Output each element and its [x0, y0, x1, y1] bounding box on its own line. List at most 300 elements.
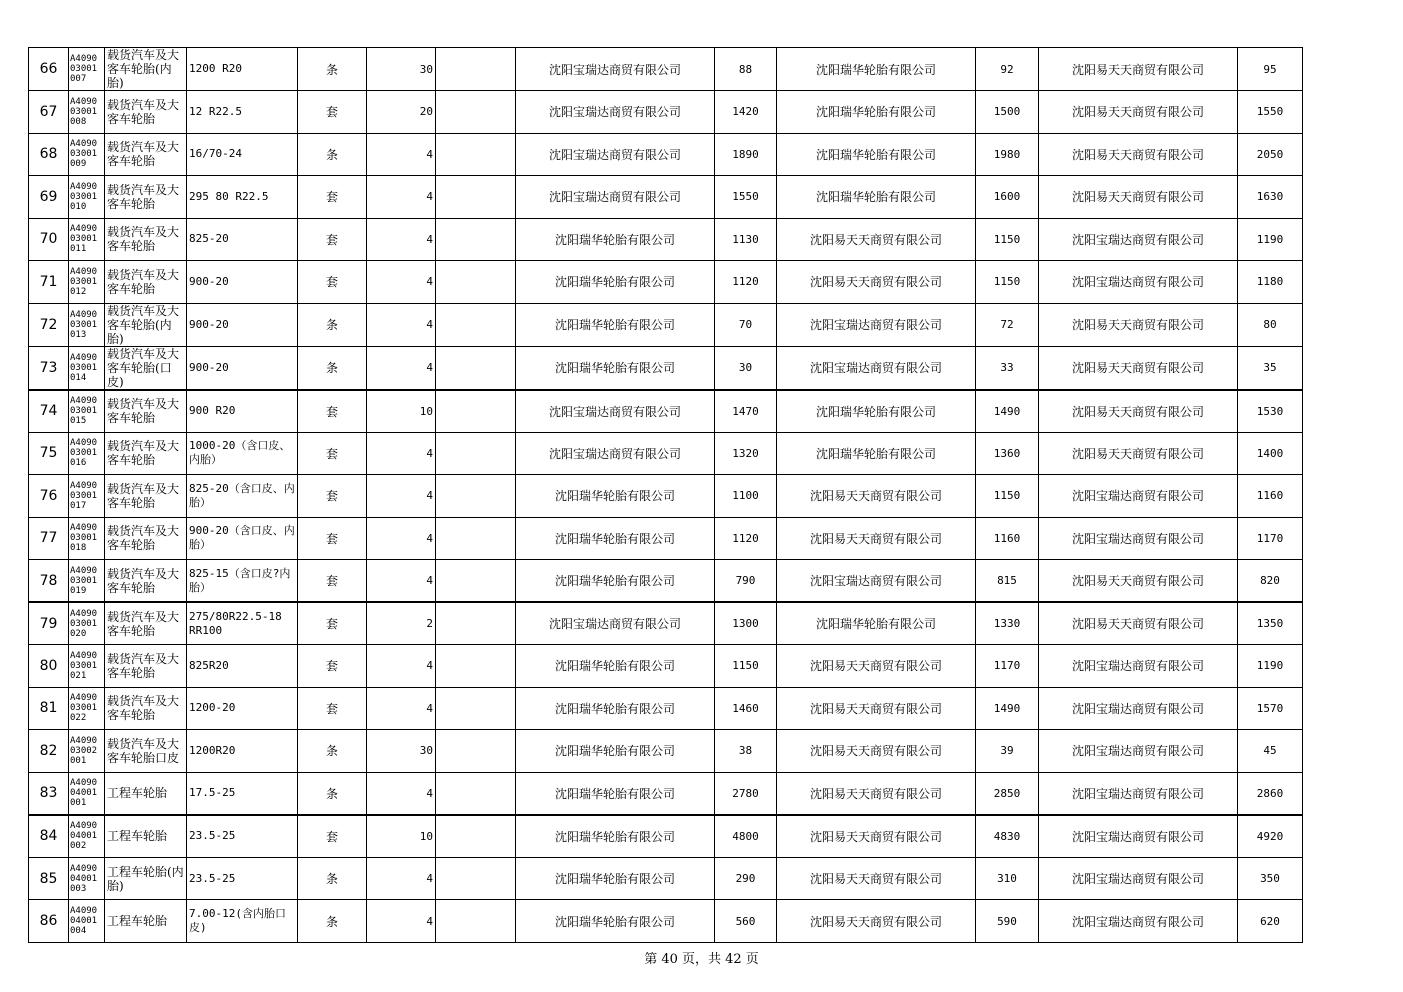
item-code-part: A4090: [70, 96, 98, 107]
item-code-cell: [69, 517, 105, 560]
price-2-cell: 4830: [976, 815, 1039, 858]
quantity-cell: 4: [367, 261, 436, 304]
blank-cell: [436, 48, 516, 91]
price-3-cell: 95: [1238, 48, 1303, 91]
unit-cell: 套: [298, 91, 367, 134]
item-code-part: A4090: [70, 352, 98, 363]
row-number-cell: 83: [29, 772, 69, 815]
blank-cell: [436, 91, 516, 134]
price-1-cell: 1300: [715, 602, 777, 645]
item-code-part: 001: [70, 798, 87, 809]
item-name-cell: 载货汽车及大客车轮胎: [105, 390, 187, 433]
item-code-part: A4090: [70, 778, 98, 789]
row-number-cell: 72: [29, 303, 69, 346]
supplier-3-cell: 沈阳易天天商贸有限公司: [1039, 390, 1238, 433]
price-3-cell: 1190: [1238, 645, 1303, 688]
item-code-part: 03001: [70, 106, 98, 117]
page-footer: 第 40 页，共 42 页: [644, 952, 759, 967]
blank-cell: [436, 857, 516, 900]
table-row: [29, 218, 1303, 261]
table-row: [29, 133, 1303, 176]
supplier-3-cell: 沈阳易天天商贸有限公司: [1039, 303, 1238, 346]
item-code-part: A4090: [70, 309, 98, 320]
unit-cell: 套: [298, 261, 367, 304]
unit-cell: 套: [298, 687, 367, 730]
supplier-2-cell: 沈阳易天天商贸有限公司: [777, 687, 976, 730]
price-2-cell: 1360: [976, 432, 1039, 475]
quantity-cell: 4: [367, 645, 436, 688]
item-spec-cell: 825-15（含口皮?内胎）: [187, 560, 298, 603]
price-2-cell: 39: [976, 730, 1039, 773]
blank-cell: [436, 772, 516, 815]
supplier-1-cell: 沈阳瑞华轮胎有限公司: [516, 218, 715, 261]
price-1-cell: 790: [715, 560, 777, 603]
row-number-cell: 79: [29, 602, 69, 645]
supplier-2-cell: 沈阳易天天商贸有限公司: [777, 261, 976, 304]
item-code-cell: [69, 730, 105, 773]
unit-cell: 套: [298, 390, 367, 433]
table-row: [29, 730, 1303, 773]
item-code-part: 018: [70, 543, 87, 554]
item-name-cell: 载货汽车及大客车轮胎(口皮): [105, 346, 187, 390]
blank-cell: [436, 645, 516, 688]
supplier-1-cell: 沈阳瑞华轮胎有限公司: [516, 261, 715, 304]
supplier-1-cell: 沈阳瑞华轮胎有限公司: [516, 815, 715, 858]
supplier-2-cell: 沈阳宝瑞达商贸有限公司: [777, 346, 976, 390]
table-row: [29, 303, 1303, 346]
quantity-cell: 4: [367, 346, 436, 390]
supplier-1-cell: 沈阳宝瑞达商贸有限公司: [516, 91, 715, 134]
item-spec-cell: 900-20（含口皮、内胎）: [187, 517, 298, 560]
item-code-part: A4090: [70, 396, 98, 407]
price-2-cell: 1160: [976, 517, 1039, 560]
supplier-3-cell: 沈阳易天天商贸有限公司: [1039, 91, 1238, 134]
blank-cell: [436, 900, 516, 943]
item-code-cell: [69, 261, 105, 304]
item-code-part: A4090: [70, 650, 98, 661]
item-code-part: A4090: [70, 523, 98, 534]
blank-cell: [436, 218, 516, 261]
supplier-1-cell: 沈阳瑞华轮胎有限公司: [516, 560, 715, 603]
supplier-1-cell: 沈阳宝瑞达商贸有限公司: [516, 176, 715, 219]
item-code-part: A4090: [70, 735, 98, 746]
price-2-cell: 1330: [976, 602, 1039, 645]
blank-cell: [436, 133, 516, 176]
item-name-cell: 载货汽车及大客车轮胎: [105, 218, 187, 261]
item-code-cell: [69, 687, 105, 730]
quantity-cell: 4: [367, 900, 436, 943]
price-2-cell: 1600: [976, 176, 1039, 219]
unit-cell: 条: [298, 48, 367, 91]
price-1-cell: 1120: [715, 517, 777, 560]
price-3-cell: 1180: [1238, 261, 1303, 304]
item-name-cell: 工程车轮胎(内胎): [105, 857, 187, 900]
item-code-part: 04001: [70, 788, 98, 799]
price-2-cell: 92: [976, 48, 1039, 91]
item-spec-cell: 12 R22.5: [187, 91, 298, 134]
item-code-cell: [69, 432, 105, 475]
price-3-cell: 2860: [1238, 772, 1303, 815]
blank-cell: [436, 560, 516, 603]
price-2-cell: 1170: [976, 645, 1039, 688]
quantity-cell: 30: [367, 48, 436, 91]
table-row: [29, 390, 1303, 433]
table-row: [29, 475, 1303, 518]
item-name-cell: 载货汽车及大客车轮胎口皮: [105, 730, 187, 773]
item-spec-cell: 17.5-25: [187, 772, 298, 815]
item-spec-cell: 16/70-24: [187, 133, 298, 176]
supplier-3-cell: 沈阳宝瑞达商贸有限公司: [1039, 900, 1238, 943]
item-code-cell: [69, 857, 105, 900]
price-1-cell: 30: [715, 346, 777, 390]
item-code-part: 022: [70, 713, 87, 724]
table-body: [29, 48, 1303, 943]
blank-cell: [436, 730, 516, 773]
supplier-2-cell: 沈阳瑞华轮胎有限公司: [777, 176, 976, 219]
item-code-part: A4090: [70, 266, 98, 277]
supplier-3-cell: 沈阳宝瑞达商贸有限公司: [1039, 730, 1238, 773]
quantity-cell: 10: [367, 815, 436, 858]
price-1-cell: 1320: [715, 432, 777, 475]
item-code-part: 03001: [70, 362, 98, 373]
row-number-cell: 69: [29, 176, 69, 219]
supplier-3-cell: 沈阳宝瑞达商贸有限公司: [1039, 815, 1238, 858]
item-spec-cell: 295 80 R22.5: [187, 176, 298, 219]
item-code-part: 008: [70, 116, 87, 127]
price-3-cell: 620: [1238, 900, 1303, 943]
price-comparison-table: [28, 47, 1303, 943]
price-3-cell: 4920: [1238, 815, 1303, 858]
item-code-cell: [69, 390, 105, 433]
item-name-cell: 载货汽车及大客车轮胎: [105, 176, 187, 219]
price-1-cell: 1150: [715, 645, 777, 688]
supplier-1-cell: 沈阳瑞华轮胎有限公司: [516, 475, 715, 518]
price-3-cell: 1170: [1238, 517, 1303, 560]
unit-cell: 套: [298, 432, 367, 475]
table-row: [29, 560, 1303, 603]
blank-cell: [436, 303, 516, 346]
price-2-cell: 590: [976, 900, 1039, 943]
item-code-part: A4090: [70, 438, 98, 449]
item-code-part: 03001: [70, 149, 98, 160]
price-1-cell: 88: [715, 48, 777, 91]
item-code-part: 03001: [70, 703, 98, 714]
price-1-cell: 1120: [715, 261, 777, 304]
item-name-cell: 载货汽车及大客车轮胎: [105, 517, 187, 560]
row-number-cell: 85: [29, 857, 69, 900]
item-code-part: 03001: [70, 276, 98, 287]
row-number-cell: 71: [29, 261, 69, 304]
item-code-part: 03001: [70, 319, 98, 330]
item-spec-cell: 825-20（含口皮、内胎）: [187, 475, 298, 518]
supplier-2-cell: 沈阳易天天商贸有限公司: [777, 900, 976, 943]
supplier-1-cell: 沈阳宝瑞达商贸有限公司: [516, 48, 715, 91]
item-code-cell: [69, 346, 105, 390]
supplier-3-cell: 沈阳易天天商贸有限公司: [1039, 432, 1238, 475]
blank-cell: [436, 432, 516, 475]
item-code-part: 010: [70, 201, 87, 212]
row-number-cell: 84: [29, 815, 69, 858]
item-code-part: A4090: [70, 181, 98, 192]
supplier-1-cell: 沈阳宝瑞达商贸有限公司: [516, 432, 715, 475]
supplier-2-cell: 沈阳易天天商贸有限公司: [777, 772, 976, 815]
blank-cell: [436, 346, 516, 390]
item-name-cell: 载货汽车及大客车轮胎(内胎): [105, 48, 187, 91]
item-spec-cell: 825R20: [187, 645, 298, 688]
row-number-cell: 78: [29, 560, 69, 603]
supplier-2-cell: 沈阳瑞华轮胎有限公司: [777, 432, 976, 475]
item-code-part: A4090: [70, 54, 98, 64]
item-code-part: 020: [70, 628, 87, 639]
item-code-cell: [69, 133, 105, 176]
supplier-2-cell: 沈阳瑞华轮胎有限公司: [777, 133, 976, 176]
blank-cell: [436, 475, 516, 518]
item-code-part: 001: [70, 755, 87, 766]
price-1-cell: 1130: [715, 218, 777, 261]
unit-cell: 套: [298, 475, 367, 518]
item-code-part: 003: [70, 883, 87, 894]
price-1-cell: 1470: [715, 390, 777, 433]
price-3-cell: 1160: [1238, 475, 1303, 518]
item-code-cell: [69, 48, 105, 91]
price-3-cell: 820: [1238, 560, 1303, 603]
price-1-cell: 1890: [715, 133, 777, 176]
item-code-part: 03001: [70, 533, 98, 544]
supplier-3-cell: 沈阳宝瑞达商贸有限公司: [1039, 475, 1238, 518]
item-code-part: 03002: [70, 745, 98, 756]
item-code-part: 017: [70, 500, 87, 511]
item-code-part: 016: [70, 458, 87, 469]
item-code-part: 012: [70, 286, 87, 297]
item-name-cell: 工程车轮胎: [105, 815, 187, 858]
row-number-cell: 68: [29, 133, 69, 176]
item-code-part: 011: [70, 244, 87, 255]
price-3-cell: 1350: [1238, 602, 1303, 645]
supplier-3-cell: 沈阳易天天商贸有限公司: [1039, 176, 1238, 219]
item-code-part: 007: [70, 74, 87, 84]
item-code-part: A4090: [70, 224, 98, 235]
item-code-part: 03001: [70, 191, 98, 202]
quantity-cell: 20: [367, 91, 436, 134]
item-spec-cell: 1200R20: [187, 730, 298, 773]
item-code-part: 002: [70, 841, 87, 852]
item-code-part: 04001: [70, 873, 98, 884]
item-code-part: 03001: [70, 618, 98, 629]
item-code-part: 03001: [70, 448, 98, 459]
table-row: [29, 857, 1303, 900]
price-3-cell: 1530: [1238, 390, 1303, 433]
item-spec-cell: 275/80R22.5-18 RR100: [187, 602, 298, 645]
quantity-cell: 4: [367, 475, 436, 518]
item-code-part: A4090: [70, 565, 98, 576]
table-row: [29, 176, 1303, 219]
table-row: [29, 261, 1303, 304]
item-name-cell: 载货汽车及大客车轮胎: [105, 475, 187, 518]
item-name-cell: 载货汽车及大客车轮胎: [105, 560, 187, 603]
price-2-cell: 33: [976, 346, 1039, 390]
unit-cell: 套: [298, 602, 367, 645]
item-spec-cell: 23.5-25: [187, 857, 298, 900]
unit-cell: 条: [298, 303, 367, 346]
price-3-cell: 1550: [1238, 91, 1303, 134]
quantity-cell: 2: [367, 602, 436, 645]
blank-cell: [436, 815, 516, 858]
row-number-cell: 74: [29, 390, 69, 433]
item-code-part: A4090: [70, 139, 98, 150]
supplier-1-cell: 沈阳宝瑞达商贸有限公司: [516, 133, 715, 176]
price-1-cell: 70: [715, 303, 777, 346]
blank-cell: [436, 390, 516, 433]
item-code-part: 019: [70, 585, 87, 596]
supplier-3-cell: 沈阳易天天商贸有限公司: [1039, 133, 1238, 176]
table-row: [29, 687, 1303, 730]
price-3-cell: 1190: [1238, 218, 1303, 261]
supplier-2-cell: 沈阳易天天商贸有限公司: [777, 815, 976, 858]
supplier-2-cell: 沈阳瑞华轮胎有限公司: [777, 602, 976, 645]
item-code-part: 009: [70, 159, 87, 170]
price-3-cell: 350: [1238, 857, 1303, 900]
item-code-cell: [69, 645, 105, 688]
row-number-cell: 77: [29, 517, 69, 560]
price-2-cell: 310: [976, 857, 1039, 900]
item-spec-cell: 825-20: [187, 218, 298, 261]
row-number-cell: 76: [29, 475, 69, 518]
item-code-cell: [69, 560, 105, 603]
item-code-part: 03001: [70, 406, 98, 417]
supplier-2-cell: 沈阳易天天商贸有限公司: [777, 218, 976, 261]
price-3-cell: 80: [1238, 303, 1303, 346]
quantity-cell: 4: [367, 432, 436, 475]
row-number-cell: 82: [29, 730, 69, 773]
item-name-cell: 载货汽车及大客车轮胎: [105, 687, 187, 730]
supplier-1-cell: 沈阳瑞华轮胎有限公司: [516, 772, 715, 815]
unit-cell: 套: [298, 517, 367, 560]
quantity-cell: 4: [367, 772, 436, 815]
row-number-cell: 80: [29, 645, 69, 688]
quantity-cell: 30: [367, 730, 436, 773]
price-1-cell: 560: [715, 900, 777, 943]
table-row: [29, 645, 1303, 688]
item-code-part: 03001: [70, 234, 98, 245]
table-row: [29, 517, 1303, 560]
supplier-2-cell: 沈阳瑞华轮胎有限公司: [777, 390, 976, 433]
item-code-part: A4090: [70, 693, 98, 704]
row-number-cell: 70: [29, 218, 69, 261]
price-2-cell: 1980: [976, 133, 1039, 176]
blank-cell: [436, 602, 516, 645]
supplier-3-cell: 沈阳宝瑞达商贸有限公司: [1039, 772, 1238, 815]
supplier-2-cell: 沈阳易天天商贸有限公司: [777, 645, 976, 688]
row-number-cell: 86: [29, 900, 69, 943]
price-2-cell: 1150: [976, 261, 1039, 304]
price-2-cell: 1150: [976, 218, 1039, 261]
table-row: [29, 900, 1303, 943]
price-2-cell: 1500: [976, 91, 1039, 134]
supplier-3-cell: 沈阳宝瑞达商贸有限公司: [1039, 645, 1238, 688]
unit-cell: 条: [298, 900, 367, 943]
price-3-cell: 1570: [1238, 687, 1303, 730]
blank-cell: [436, 687, 516, 730]
supplier-1-cell: 沈阳瑞华轮胎有限公司: [516, 857, 715, 900]
item-code-cell: [69, 91, 105, 134]
item-code-part: 04001: [70, 916, 98, 927]
item-spec-cell: 900 R20: [187, 390, 298, 433]
price-1-cell: 38: [715, 730, 777, 773]
price-2-cell: 1490: [976, 390, 1039, 433]
item-code-part: 013: [70, 329, 87, 340]
supplier-3-cell: 沈阳宝瑞达商贸有限公司: [1039, 517, 1238, 560]
row-number-cell: 75: [29, 432, 69, 475]
quantity-cell: 4: [367, 133, 436, 176]
price-1-cell: 1550: [715, 176, 777, 219]
item-code-cell: [69, 772, 105, 815]
item-code-part: 021: [70, 670, 87, 681]
item-code-part: 03001: [70, 660, 98, 671]
item-code-part: A4090: [70, 863, 98, 874]
unit-cell: 套: [298, 815, 367, 858]
supplier-1-cell: 沈阳瑞华轮胎有限公司: [516, 645, 715, 688]
unit-cell: 条: [298, 133, 367, 176]
item-name-cell: 载货汽车及大客车轮胎: [105, 645, 187, 688]
quantity-cell: 4: [367, 857, 436, 900]
item-code-part: 014: [70, 372, 87, 383]
supplier-3-cell: 沈阳易天天商贸有限公司: [1039, 560, 1238, 603]
item-spec-cell: 7.00-12(含内胎口皮): [187, 900, 298, 943]
item-spec-cell: 23.5-25: [187, 815, 298, 858]
price-2-cell: 72: [976, 303, 1039, 346]
quantity-cell: 4: [367, 560, 436, 603]
item-code-part: A4090: [70, 821, 98, 832]
item-spec-cell: 900-20: [187, 261, 298, 304]
item-name-cell: 载货汽车及大客车轮胎: [105, 432, 187, 475]
item-code-cell: [69, 475, 105, 518]
supplier-1-cell: 沈阳瑞华轮胎有限公司: [516, 303, 715, 346]
supplier-2-cell: 沈阳宝瑞达商贸有限公司: [777, 560, 976, 603]
price-1-cell: 1460: [715, 687, 777, 730]
item-name-cell: 载货汽车及大客车轮胎: [105, 602, 187, 645]
quantity-cell: 4: [367, 687, 436, 730]
price-2-cell: 1490: [976, 687, 1039, 730]
supplier-3-cell: 沈阳易天天商贸有限公司: [1039, 48, 1238, 91]
supplier-2-cell: 沈阳易天天商贸有限公司: [777, 475, 976, 518]
row-number-cell: 73: [29, 346, 69, 390]
price-3-cell: 1630: [1238, 176, 1303, 219]
price-3-cell: 2050: [1238, 133, 1303, 176]
item-code-part: 004: [70, 926, 87, 937]
table-row: [29, 815, 1303, 858]
item-spec-cell: 1000-20（含口皮、内胎）: [187, 432, 298, 475]
price-3-cell: 45: [1238, 730, 1303, 773]
item-code-part: A4090: [70, 480, 98, 491]
table-row: [29, 346, 1303, 390]
quantity-cell: 4: [367, 218, 436, 261]
item-name-cell: 工程车轮胎: [105, 900, 187, 943]
table-row: [29, 91, 1303, 134]
item-code-cell: [69, 815, 105, 858]
table-row: [29, 48, 1303, 91]
item-name-cell: 工程车轮胎: [105, 772, 187, 815]
item-name-cell: 载货汽车及大客车轮胎: [105, 261, 187, 304]
unit-cell: 条: [298, 346, 367, 390]
supplier-1-cell: 沈阳瑞华轮胎有限公司: [516, 687, 715, 730]
blank-cell: [436, 517, 516, 560]
quantity-cell: 4: [367, 176, 436, 219]
item-code-cell: [69, 900, 105, 943]
supplier-3-cell: 沈阳易天天商贸有限公司: [1039, 346, 1238, 390]
item-code-part: 03001: [70, 64, 98, 74]
supplier-3-cell: 沈阳宝瑞达商贸有限公司: [1039, 857, 1238, 900]
price-1-cell: 290: [715, 857, 777, 900]
